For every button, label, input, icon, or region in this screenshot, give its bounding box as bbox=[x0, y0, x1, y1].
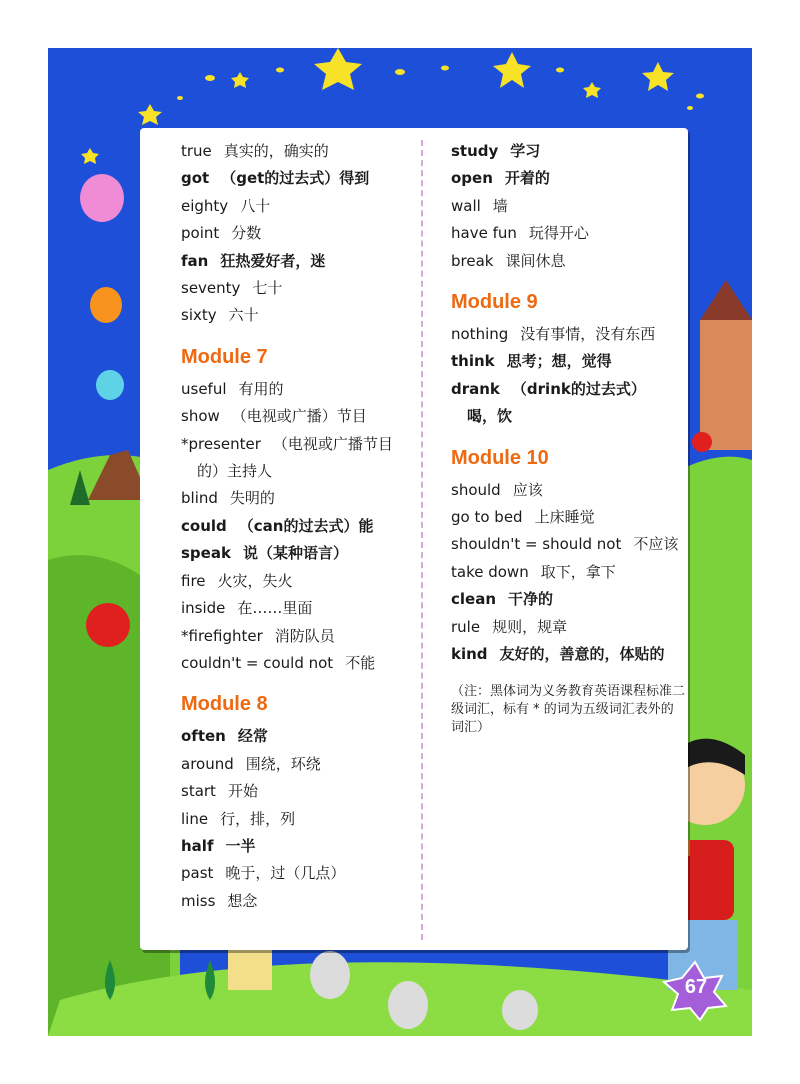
vocab-meaning: 没有事情，没有东西 bbox=[520, 325, 656, 344]
vocab-entry bbox=[451, 193, 686, 220]
vocab-word: study bbox=[451, 142, 499, 160]
balloon-blue-icon bbox=[96, 370, 124, 400]
vocab-entry bbox=[181, 165, 416, 192]
vocab-meaning: 不应该 bbox=[633, 535, 679, 554]
vocab-meaning: （get的过去式）得到 bbox=[221, 169, 370, 188]
vocab-word: got bbox=[181, 169, 210, 188]
vocab-entry bbox=[181, 376, 416, 403]
vocab-meaning: 课间休息 bbox=[505, 251, 566, 270]
vocab-entry bbox=[451, 138, 686, 165]
vocab-meaning: （电视或广播节目 bbox=[272, 434, 393, 453]
vocab-word: couldn't = could not bbox=[181, 653, 334, 672]
vocab-entry bbox=[181, 650, 416, 677]
vocab-entry bbox=[451, 376, 686, 403]
vocab-entry bbox=[181, 193, 416, 220]
vocab-word: think bbox=[451, 352, 495, 371]
vocab-meaning: 玩得开心 bbox=[528, 224, 589, 243]
vocab-entry bbox=[451, 477, 686, 504]
vocab-entry bbox=[181, 623, 416, 650]
module-8-list bbox=[181, 723, 416, 915]
vocab-meaning: （drink的过去式） bbox=[511, 379, 646, 398]
vocab-entry bbox=[181, 485, 416, 512]
vocab-entry bbox=[181, 751, 416, 778]
right-column bbox=[451, 138, 686, 737]
vocab-word: useful bbox=[181, 379, 227, 398]
vocab-meaning: 一半 bbox=[225, 836, 256, 855]
vocab-entry bbox=[451, 220, 686, 247]
vocab-word: could bbox=[181, 516, 227, 535]
vocab-meaning: 七十 bbox=[252, 279, 283, 298]
vocab-word: break bbox=[451, 251, 494, 270]
vocab-entry bbox=[181, 595, 416, 622]
vocab-meaning: 狂热爱好者，迷 bbox=[220, 251, 326, 270]
vocab-meaning: 应该 bbox=[512, 480, 543, 499]
vocab-word: *presenter bbox=[181, 434, 261, 453]
vocab-meaning: 不能 bbox=[345, 653, 376, 672]
vocab-word: have fun bbox=[451, 224, 517, 243]
vocab-word: should bbox=[451, 480, 501, 499]
vocab-meaning: 的）主持人 bbox=[197, 462, 273, 481]
vocab-meaning: 墙 bbox=[492, 196, 508, 215]
vocab-entry bbox=[181, 431, 416, 458]
module-9-list bbox=[451, 321, 686, 431]
vocab-meaning: 围绕，环绕 bbox=[245, 754, 321, 773]
vocab-entry bbox=[451, 403, 686, 430]
vocab-word: half bbox=[181, 836, 214, 855]
balloon-pink-icon bbox=[80, 174, 124, 222]
vocab-meaning: 经常 bbox=[237, 727, 268, 746]
vocab-meaning: 有用的 bbox=[238, 379, 284, 398]
vocab-meaning: 六十 bbox=[228, 306, 259, 325]
vocab-word: sixty bbox=[181, 306, 217, 325]
vocab-meaning: 行，排，列 bbox=[220, 809, 296, 828]
vocab-entry bbox=[181, 833, 416, 860]
module-10-list bbox=[451, 477, 686, 669]
vocab-word: wall bbox=[451, 196, 481, 215]
vocab-meaning: 在……里面 bbox=[237, 599, 313, 618]
vocab-meaning: 规则，规章 bbox=[492, 617, 568, 636]
vocab-meaning: 思考；想，觉得 bbox=[506, 352, 612, 371]
vocab-entry bbox=[451, 559, 686, 586]
vocab-entry bbox=[451, 248, 686, 275]
vocab-meaning: 消防队员 bbox=[274, 626, 335, 645]
vocab-entry bbox=[451, 586, 686, 613]
vocab-entry bbox=[451, 531, 686, 558]
vocab-word: blind bbox=[181, 489, 218, 508]
vocab-entry bbox=[181, 723, 416, 750]
vocab-meaning: 上床睡觉 bbox=[534, 508, 595, 527]
vocab-entry bbox=[181, 138, 416, 165]
vocab-meaning: 取下，拿下 bbox=[540, 562, 616, 581]
vocab-word: nothing bbox=[451, 325, 509, 344]
vocab-word: point bbox=[181, 224, 220, 243]
vocab-meaning: （电视或广播）节目 bbox=[231, 407, 367, 426]
left-column bbox=[181, 138, 416, 915]
module-8-heading: Module 8 bbox=[181, 693, 268, 716]
vocab-entry bbox=[181, 888, 416, 915]
vocab-word: around bbox=[181, 754, 234, 773]
vocab-entry bbox=[451, 614, 686, 641]
vocab-word: past bbox=[181, 864, 214, 883]
vocab-entry bbox=[181, 513, 416, 540]
vocab-meaning: 友好的，善意的，体贴的 bbox=[499, 645, 665, 664]
vocab-word: true bbox=[181, 142, 212, 160]
vocab-entry bbox=[181, 778, 416, 805]
vocab-word: drank bbox=[451, 379, 500, 398]
vocab-meaning: 分数 bbox=[231, 224, 262, 243]
vocab-word: line bbox=[181, 809, 209, 828]
vocab-list-top-right bbox=[451, 138, 686, 275]
vocab-meaning: 喝，饮 bbox=[467, 407, 513, 426]
vocab-entry bbox=[181, 275, 416, 302]
vocab-meaning: 学习 bbox=[510, 142, 541, 160]
vocab-word: rule bbox=[451, 617, 481, 636]
vocab-entry bbox=[181, 568, 416, 595]
module-7-heading: Module 7 bbox=[181, 345, 268, 368]
vocab-word: open bbox=[451, 169, 493, 188]
vocab-entry bbox=[181, 302, 416, 329]
column-divider bbox=[421, 140, 423, 940]
vocab-entry bbox=[181, 403, 416, 430]
vocab-meaning: 失明的 bbox=[229, 489, 275, 508]
vocab-meaning: 开着的 bbox=[504, 169, 550, 188]
vocab-word: shouldn't = should not bbox=[451, 535, 622, 554]
vocab-meaning: 晚于，过（几点） bbox=[225, 864, 346, 883]
module-10-heading: Module 10 bbox=[451, 446, 549, 469]
module-9-heading: Module 9 bbox=[451, 291, 538, 314]
apple-icon bbox=[86, 603, 130, 647]
vocab-word: speak bbox=[181, 544, 231, 563]
vocab-word: fire bbox=[181, 571, 206, 590]
vocab-entry bbox=[181, 248, 416, 275]
apple-small-icon bbox=[692, 432, 712, 452]
vocab-entry bbox=[181, 540, 416, 567]
vocab-entry bbox=[451, 165, 686, 192]
vocab-word: eighty bbox=[181, 196, 229, 215]
vocab-entry bbox=[181, 806, 416, 833]
vocab-meaning: 火灾，失火 bbox=[217, 571, 293, 590]
vocab-meaning: 真实的，确实的 bbox=[223, 142, 329, 160]
vocab-meaning: 干净的 bbox=[508, 590, 554, 609]
vocab-meaning: 想念 bbox=[227, 891, 258, 910]
vocab-list-top bbox=[181, 138, 416, 330]
vocab-word: miss bbox=[181, 891, 216, 910]
vocab-word: often bbox=[181, 727, 226, 746]
castle-tower bbox=[700, 320, 752, 450]
module-7-list bbox=[181, 376, 416, 677]
vocab-word: take down bbox=[451, 562, 529, 581]
vocab-word: *firefighter bbox=[181, 626, 263, 645]
vocab-entry bbox=[181, 860, 416, 887]
vocab-word: clean bbox=[451, 590, 497, 609]
vocab-entry bbox=[451, 348, 686, 375]
vocab-word: kind bbox=[451, 645, 488, 664]
page-number: 67 bbox=[684, 976, 708, 998]
vocab-meaning: （can的过去式）能 bbox=[238, 516, 374, 535]
vocab-word: go to bed bbox=[451, 508, 523, 527]
vocab-word: show bbox=[181, 407, 220, 426]
vocab-word: seventy bbox=[181, 279, 241, 298]
vocab-meaning: 八十 bbox=[240, 196, 271, 215]
balloon-orange-icon bbox=[90, 287, 122, 323]
vocab-word: fan bbox=[181, 251, 209, 270]
footnote: （注：黑体词为义务教育英语课程标准二级词汇，标有 * 的词为五级词汇表外的词汇） bbox=[451, 683, 686, 735]
vocab-entry bbox=[181, 458, 416, 485]
vocab-word: start bbox=[181, 782, 216, 801]
vocab-meaning: 开始 bbox=[227, 782, 258, 801]
vocab-entry bbox=[451, 504, 686, 531]
vocab-entry bbox=[451, 641, 686, 668]
vocab-entry bbox=[451, 321, 686, 348]
vocab-word: inside bbox=[181, 599, 226, 618]
vocab-entry bbox=[181, 220, 416, 247]
vocab-meaning: 说（某种语言） bbox=[242, 544, 348, 563]
